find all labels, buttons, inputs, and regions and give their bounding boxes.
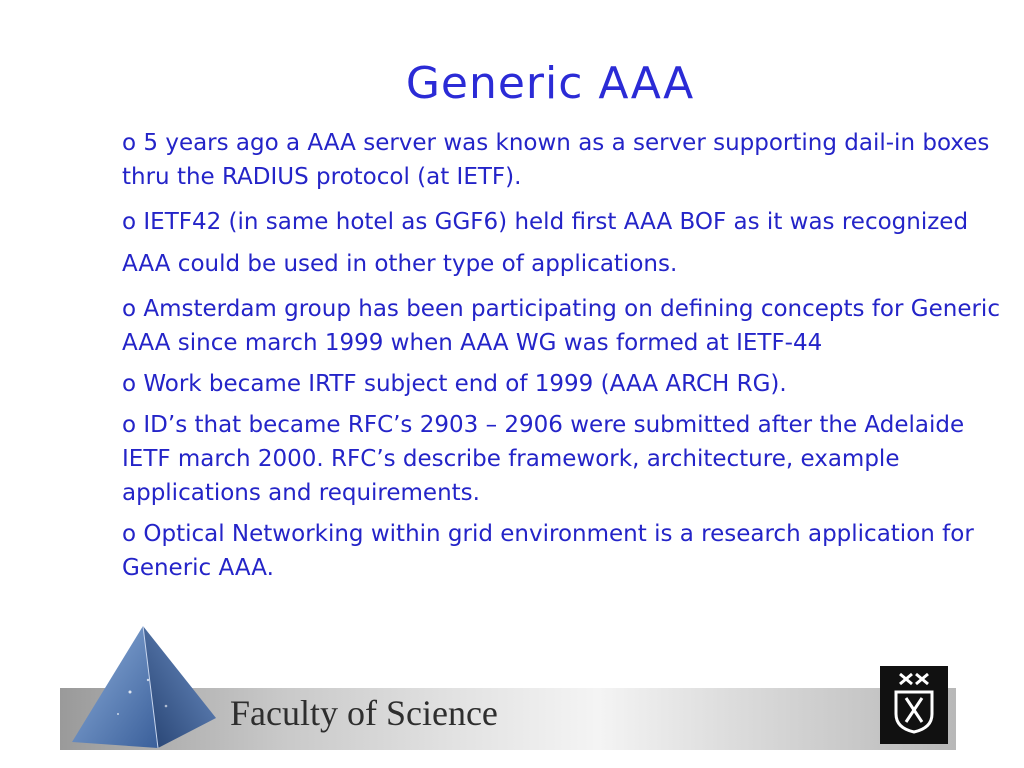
faculty-name: Faculty of Science — [230, 693, 498, 733]
bullet-item: o ID’s that became RFC’s 2903 – 2906 were submitted after the Adelaide IETF march 2000. RFC’s describe framework, architecture, example applications and requirements. — [122, 412, 965, 506]
pyramid-logo-icon — [68, 622, 218, 750]
bullet-item: o Amsterdam group has been participating on defining concepts for Generic AAA since march 1999 when AAA WG was formed at IETF-44 — [122, 296, 1000, 356]
slide-title: Generic AAA — [405, 58, 695, 109]
bullet-item: o 5 years ago a AAA server was known as a server supporting dail-in boxes thru the RADIUS protocol (at IETF). — [122, 130, 990, 190]
bullet-list — [122, 126, 1002, 592]
bullet-item: o Optical Networking within grid environment is a research application for Generic AAA. — [122, 521, 974, 581]
university-seal-icon — [878, 664, 950, 746]
bullet-item: o Work became IRTF subject end of 1999 (AAA ARCH RG). — [122, 371, 787, 397]
bullet-item: o IETF42 (in same hotel as GGF6) held first AAA BOF as it was recognized AAA could be used in other type of applications. — [122, 209, 969, 277]
footer-banner — [60, 622, 956, 752]
